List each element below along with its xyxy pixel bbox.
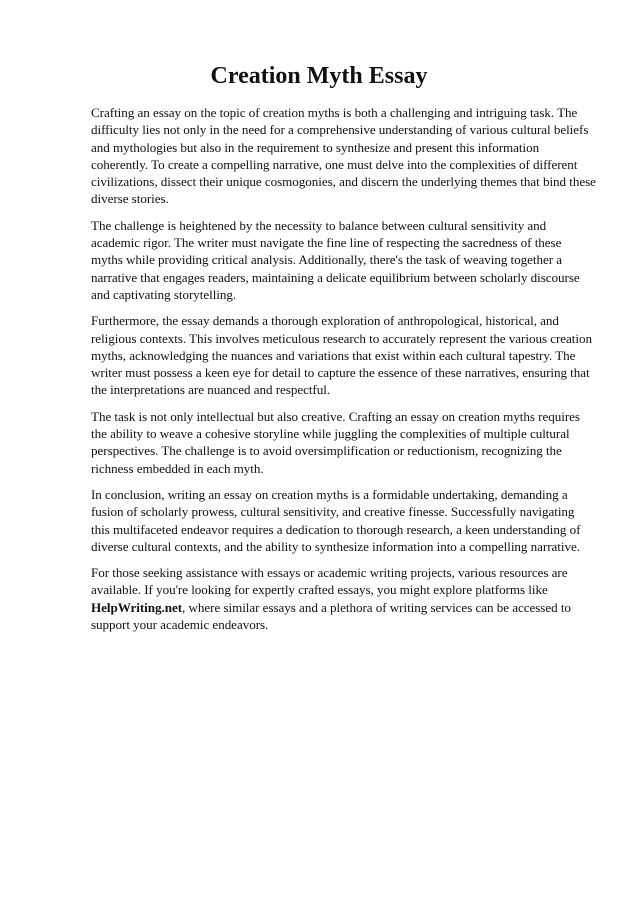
page-title: Creation Myth Essay <box>210 63 428 89</box>
closing-paragraph <box>91 564 596 633</box>
paragraph-1: Crafting an essay on the topic of creation myths is both a challenging and intriguing task. The difficulty lies not only in the need for a comprehensive understanding of various cultural beliefs and mythologies but also in the requirement to synthesize and present this information coherently. To create a compelling narrative, one must delve into the complexities of different civilizations, dissect their unique cosmogonies, and discern the underlying themes that bind these diverse stories. <box>91 105 596 207</box>
paragraph-2: The challenge is heightened by the necessity to balance between cultural sensitivity and academic rigor. The writer must navigate the fine line of respecting the sacredness of these myths while providing critical analysis. Additionally, there's the task of weaving together a narrative that engages readers, maintaining a delicate equilibrium between scholarly discourse and captivating storytelling. <box>91 217 580 302</box>
paragraph-5: In conclusion, writing an essay on creation myths is a formidable undertaking, demanding a fusion of scholarly prowess, cultural sensitivity, and creative finesse. Successfully navigating this multifaceted endeavor requires a dedication to thorough research, a keen understanding of diverse cultural contexts, and the ability to synthesize information into a compelling narrative. <box>91 486 581 554</box>
closing-text-end: , where similar essays and a plethora of writing services can be accessed to support your academic endeavors. <box>91 599 571 633</box>
essay-body <box>91 104 596 642</box>
paragraph-3: Furthermore, the essay demands a thorough exploration of anthropological, historical, and religious contexts. This involves meticulous research to accurately represent the various creation myths, acknowledging the nuances and variations that exist within each cultural tapestry. The writer must possess a keen eye for detail to capture the essence of these narratives, ensuring that the interpretations are nuanced and respectful. <box>91 313 592 398</box>
closing-text-start: For those seeking assistance with essays or academic writing projects, various resources are available. If you're looking for expertly crafted essays, you might explore platforms like <box>91 565 568 598</box>
helpwriting-link[interactable]: HelpWriting.net <box>91 599 183 615</box>
paragraph-4: The task is not only intellectual but also creative. Crafting an essay on creation myths requires the ability to weave a cohesive storyline while juggling the complexities of multiple cultural perspectives. The challenge is to avoid oversimplification or reductionism, recognizing the richness embedded in each myth. <box>91 408 580 476</box>
